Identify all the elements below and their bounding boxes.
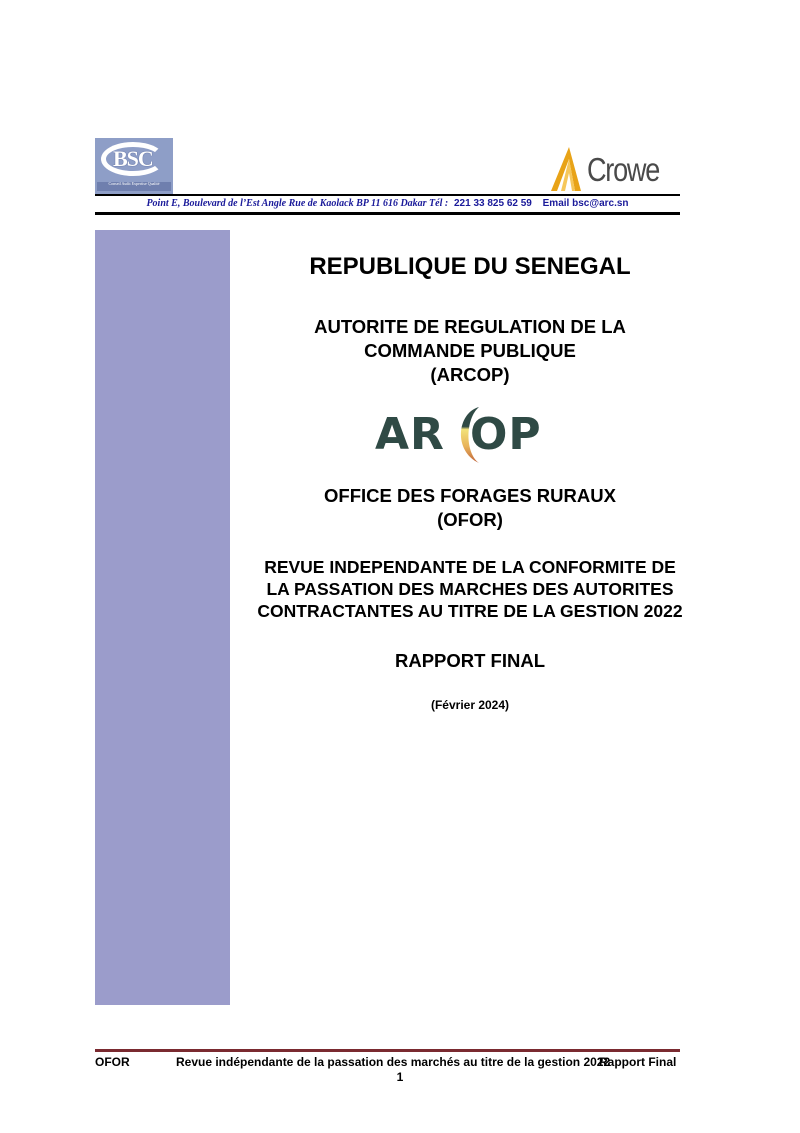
- authority-line: AUTORITE DE REGULATION DE LA: [314, 316, 626, 337]
- bsc-logo-tagline: Conseil Audit Expertise Qualité: [97, 182, 171, 191]
- country-title: REPUBLIQUE DU SENEGAL: [309, 253, 631, 280]
- arcop-logo: [375, 405, 550, 465]
- authority-line: COMMANDE PUBLIQUE: [364, 340, 576, 361]
- bsc-logo: [95, 138, 173, 194]
- decorative-side-bar: [95, 230, 230, 1005]
- crowe-flame-icon: [545, 145, 587, 193]
- footer-rule: [95, 1049, 680, 1052]
- arcop-logo-left: AR: [375, 409, 445, 460]
- bsc-logo-text: BSC: [113, 146, 153, 171]
- office-line: (OFOR): [437, 509, 503, 530]
- office-title: [230, 484, 710, 532]
- email-address: Email bsc@arc.sn: [542, 198, 629, 209]
- review-line: LA PASSATION DES MARCHES DES AUTORITES: [266, 579, 674, 599]
- arcop-logo-right: OP: [470, 409, 542, 460]
- header-address: [95, 198, 680, 209]
- report-date: (Février 2024): [430, 698, 510, 712]
- authority-title: [230, 315, 710, 387]
- authority-line: (ARCOP): [430, 364, 510, 385]
- crowe-logo: [545, 145, 660, 195]
- crowe-logo-text: Crowe: [587, 151, 660, 188]
- review-line: REVUE INDEPENDANTE DE LA CONFORMITE DE: [264, 557, 676, 577]
- office-line: OFFICE DES FORAGES RURAUX: [324, 485, 616, 506]
- review-title: [230, 556, 710, 622]
- footer-document-title: Revue indépendante de la passation des marchés au titre de la gestion 2022: [176, 1055, 611, 1069]
- footer-report-type: Rapport Final: [599, 1055, 677, 1069]
- footer-entity: OFOR: [95, 1055, 130, 1069]
- review-line: CONTRACTANTES AU TITRE DE LA GESTION 2022: [257, 601, 683, 621]
- header-rule-bottom: [95, 212, 680, 215]
- page-number: 1: [396, 1070, 404, 1084]
- address-text: Point E, Boulevard de l’Est Angle Rue de Kaolack BP 11 616 Dakar Tél :: [146, 198, 449, 209]
- report-type: RAPPORT FINAL: [394, 650, 546, 671]
- phone-number: 221 33 825 62 59: [454, 198, 532, 209]
- header-rule-top: [95, 194, 680, 196]
